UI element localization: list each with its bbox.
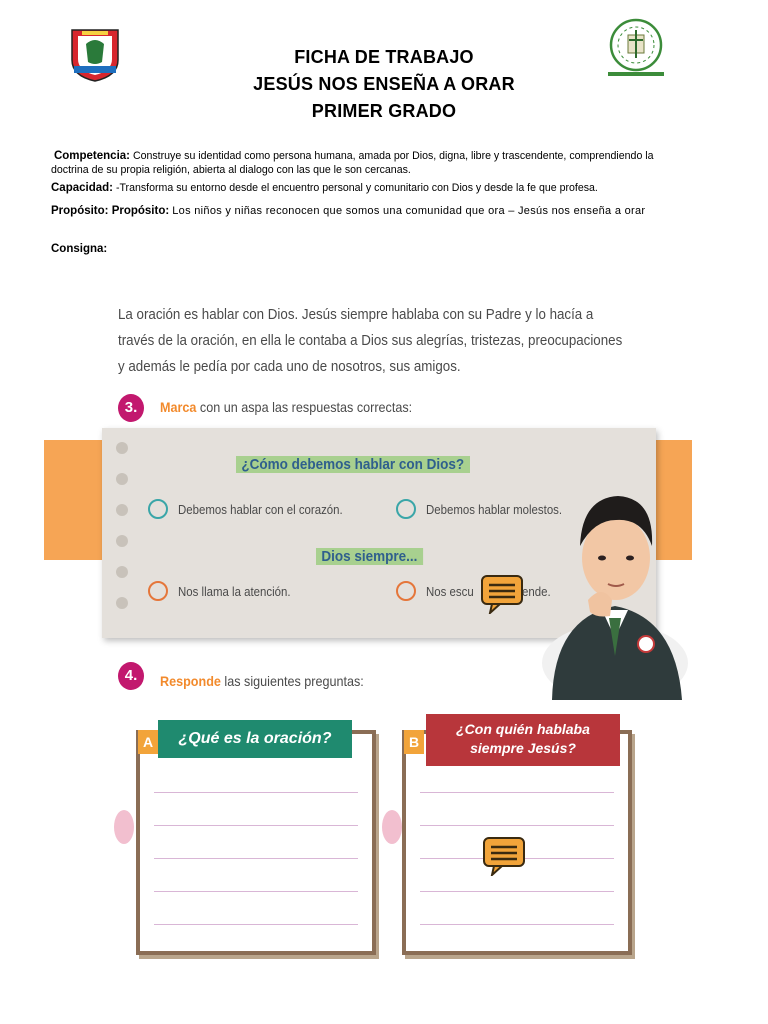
box-a-title: ¿Qué es la oración? (158, 720, 352, 758)
pink-decoration-left (114, 810, 134, 844)
option-1a-checkbox[interactable] (148, 499, 168, 519)
competencia-text: Construye su identidad como persona humana, amada por Dios, digna, libre y trascendente, comprendiendo la doctrina de su propia religión, abierta al dialogo con las que le son cercanas. (51, 150, 654, 176)
step-3-badge: 3. (118, 394, 144, 422)
title-line-2: JESÚS NOS ENSEÑA A ORAR (253, 74, 515, 94)
consigna-label: Consigna: (51, 243, 108, 255)
step-3-instruction (160, 399, 412, 415)
step-4-rest: las siguientes preguntas: (224, 673, 364, 689)
box-a-letter: A (138, 730, 158, 754)
step-4-instruction (160, 673, 364, 689)
proposito-paragraph (51, 202, 661, 220)
paper-holes (116, 442, 128, 628)
title-line-3: PRIMER GRADO (311, 101, 457, 121)
option-1a-label: Debemos hablar con el corazón. (178, 502, 343, 517)
competencia-label: Competencia: (53, 150, 130, 162)
chat-bubble-icon-2 (482, 836, 526, 876)
school-crest-icon (68, 26, 122, 82)
pink-decoration-middle (382, 810, 402, 844)
step-4-verb: Responde (160, 673, 221, 689)
boy-thinking-illustration (542, 488, 688, 700)
option-2b-label-start: Nos escu (426, 584, 474, 599)
capacidad-text: -Transforma su entorno desde el encuentro personal y comunitario con Dios y desde la fe que profesa. (115, 182, 598, 194)
parish-seal-icon (604, 18, 668, 78)
step-3-rest: con un aspa las respuestas correctas: (199, 399, 413, 415)
competencia-paragraph (51, 149, 661, 177)
worksheet-image (44, 290, 692, 955)
box-b-title-line-2: siempre Jesús? (470, 740, 576, 756)
capacidad-label: Capacidad: (51, 182, 113, 194)
question-1-heading: ¿Cómo debemos hablar con Dios? (236, 456, 470, 473)
proposito-label: Propósito: Propósito: (51, 205, 170, 217)
option-2a-checkbox[interactable] (148, 581, 168, 601)
worksheet-intro: La oración es hablar con Dios. Jesús siempre hablaba con su Padre y lo hacía a través de la oración, en ella le contaba a Dios sus alegrías, tristezas, preocupaciones y además le pedía por cada uno de nosotros, sus amigos. (118, 307, 623, 375)
option-2a-label: Nos llama la atención. (178, 584, 291, 599)
option-2b-checkbox[interactable] (396, 581, 416, 601)
option-2b-label-end: ende. (522, 584, 551, 599)
proposito-text: Los niños y niñas reconocen que somos una comunidad que ora – Jesús nos enseña a orar (172, 205, 646, 217)
step-3-verb: Marca (160, 399, 197, 415)
option-1b-label: Debemos hablar molestos. (426, 502, 563, 517)
title-line-1: FICHA DE TRABAJO (294, 47, 474, 67)
chat-bubble-icon (480, 574, 524, 614)
question-2-heading: Dios siempre... (316, 548, 423, 565)
box-b-title-line-1: ¿Con quién hablaba (456, 721, 590, 737)
box-b-letter: B (404, 730, 424, 754)
box-b-title (426, 714, 620, 766)
title-block (150, 44, 618, 125)
answer-box-a[interactable] (136, 730, 376, 955)
step-4-badge: 4. (118, 662, 144, 690)
option-1b-checkbox[interactable] (396, 499, 416, 519)
capacidad-paragraph (51, 181, 661, 195)
